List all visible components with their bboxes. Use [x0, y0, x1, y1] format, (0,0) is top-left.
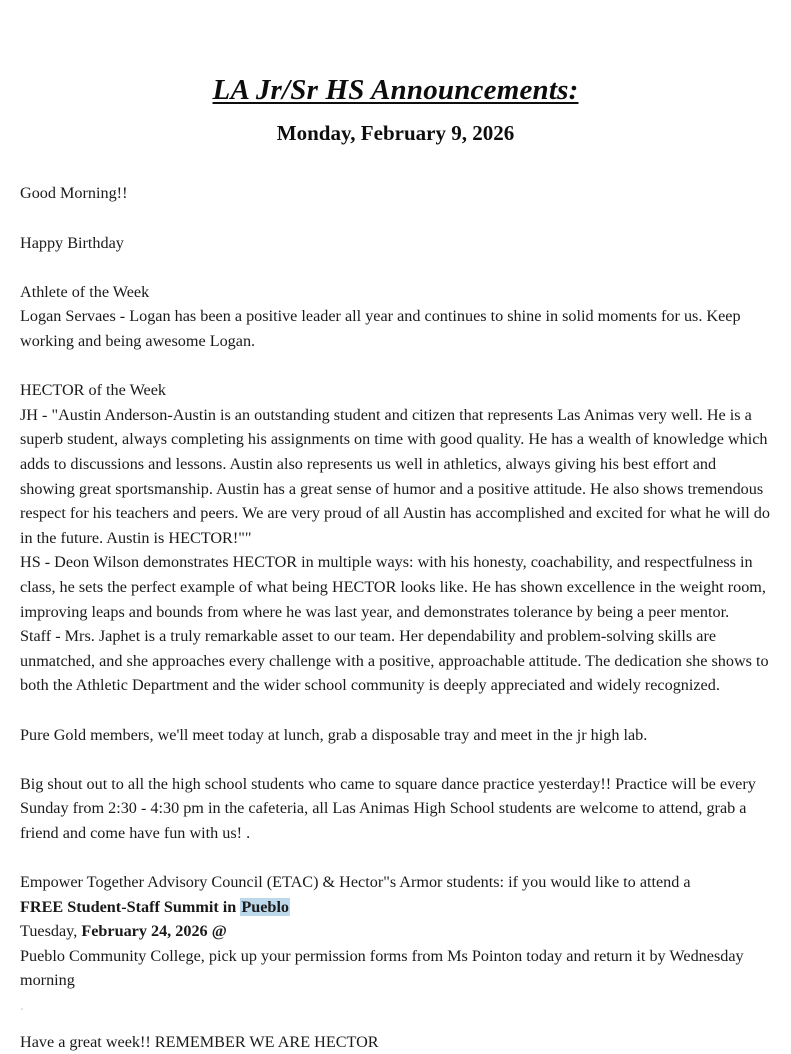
square-dance-announcement: Big shout out to all the high school students who came to square dance practice yesterday!! Practice will be every Sunday from 2:30 - 4:30 pm in the cafeteria, all Las Animas High School students are welcome to attend, grab a friend and come have fun with us! . — [20, 774, 756, 842]
athlete-of-the-week-heading: Athlete of the Week — [20, 282, 150, 301]
etac-summit-label: FREE Student-Staff Summit in — [20, 897, 241, 916]
etac-summit-location-highlight: Pueblo — [241, 897, 290, 916]
closing-line: Have a great week!! REMEMBER WE ARE HECTOR — [20, 1032, 379, 1051]
etac-date-day: Tuesday, — [20, 922, 82, 941]
page-title: LA Jr/Sr HS Announcements: — [212, 74, 579, 106]
spacer — [20, 747, 773, 772]
spacer — [20, 354, 773, 379]
hector-of-the-week-heading: HECTOR of the Week — [20, 381, 167, 400]
greeting-line: Good Morning!! — [20, 184, 128, 203]
pure-gold-announcement: Pure Gold members, we'll meet today at lunch, grab a disposable tray and meet in the jr high lab. — [20, 725, 648, 744]
document-date: Monday, February 9, 2026 — [276, 121, 515, 146]
etac-intro-line: Empower Together Advisory Council (ETAC) & Hector"s Armor students: if you would like to attend a — [20, 873, 691, 892]
spacer — [20, 206, 773, 231]
spacer — [20, 698, 773, 723]
hector-jh-text: JH - "Austin Anderson-Austin is an outstanding student and citizen that represents Las Animas very well. He is a superb student, always completing his assignments on time with good quality. He has a wealth of knowledge which adds to discussions and lessons. Austin also represents us well in athletics, always giving his best effort and showing great sportsmanship. Austin has a great sense of humor and a positive attitude. He also shows tremendous respect for his teachers and peers. We are very proud of all Austin has accomplished and excited for what he will do in the future. Austin is HECTOR!"" — [20, 405, 770, 547]
etac-trailing-mark: . — [20, 996, 25, 1015]
etac-summit-line — [20, 895, 773, 920]
etac-location-line: Pueblo Community College, pick up your permission forms from Ms Pointon today and return it by Wednesday morning — [20, 946, 744, 990]
hector-hs-text: HS - Deon Wilson demonstrates HECTOR in multiple ways: with his honesty, coachability, and respectfulness in class, he sets the perfect example of what being HECTOR looks like. He has shown excellence in the weight room, improving leaps and bounds from where he was last year, and demonstrates tolerance by being a peer mentor. — [20, 553, 766, 621]
athlete-of-the-week-text: Logan Servaes - Logan has been a positive leader all year and continues to shine in solid moments for us. Keep working and being awesome Logan. — [20, 307, 741, 351]
etac-date-value: February 24, 2026 @ — [81, 922, 227, 941]
spacer — [20, 255, 773, 280]
etac-date-line — [20, 919, 773, 944]
happy-birthday-line: Happy Birthday — [20, 233, 124, 252]
etac-announcement — [20, 870, 773, 1018]
announcement-body — [0, 181, 791, 1054]
hector-staff-text: Staff - Mrs. Japhet is a truly remarkable asset to our team. Her dependability and problem-solving skills are unmatched, and she approaches every challenge with a positive, approachable attitude. The dedication she shows to both the Athletic Department and the wider school community is deeply appreciated and widely recognized. — [20, 627, 769, 695]
document-header — [0, 0, 791, 145]
spacer — [20, 846, 773, 871]
